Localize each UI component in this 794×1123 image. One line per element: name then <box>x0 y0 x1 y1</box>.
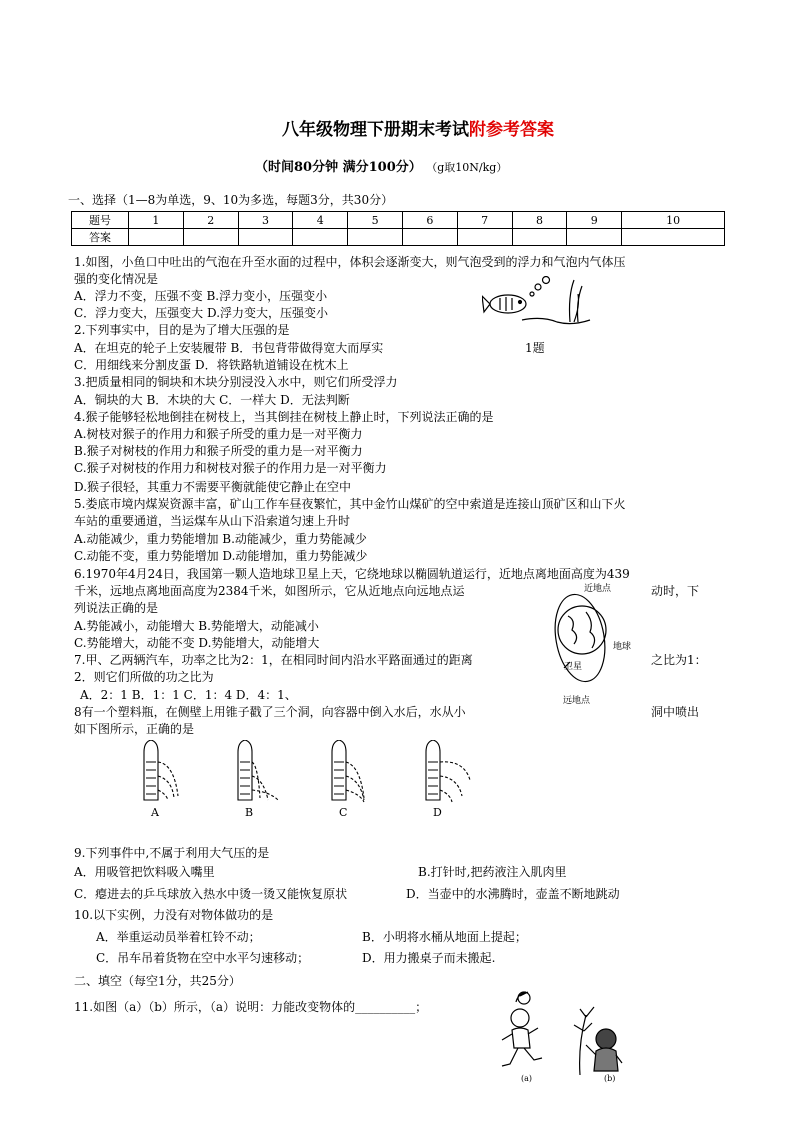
q8-line1: 8有一个塑料瓶，在侧壁上用锥子戳了三个洞，向容器中倒入水后，水从小 <box>74 705 466 719</box>
q4-option-c: C.猴子对树枝的作用力和树枝对猴子的作用力是一对平衡力 <box>74 461 387 475</box>
q7-options: A．2：1 B．1：1 C．1：4 D．4：1、 <box>80 688 297 702</box>
table-row <box>72 212 725 229</box>
q5-line2: 车站的重要通道，当运煤车从山下沿索道匀速上升时 <box>74 514 351 528</box>
q4-option-b: B.猴子对树枝的作用力和猴子所受的重力是一对平衡力 <box>74 444 363 458</box>
bottle-figure-a <box>138 740 198 806</box>
answer-cell[interactable] <box>512 229 567 246</box>
bottle-label-b: B <box>245 806 254 819</box>
table-cell: 4 <box>293 212 348 229</box>
q4-option-a: A.树枝对猴子的作用力和猴子所受的重力是一对平衡力 <box>74 427 363 441</box>
section1-heading: 一、选择（1—8为单选，9、10为多选，每题3分，共30分） <box>68 193 394 207</box>
q10-option-a: A．举重运动员举着杠铃不动； <box>96 930 261 944</box>
kid-b-caption: (b) <box>604 1074 616 1083</box>
answer-cell[interactable] <box>567 229 622 246</box>
answer-cell[interactable] <box>622 229 725 246</box>
q5-option-ab: A.动能减少，重力势能增加 B.动能减少，重力势能减少 <box>74 532 367 546</box>
answer-cell[interactable] <box>293 229 348 246</box>
q9-option-d: D．当壶中的水沸腾时，壶盖不断地跳动 <box>406 887 620 901</box>
bottle-label-a: A <box>151 806 159 819</box>
q2-option-cd: C．用细线来分割皮蛋 D．将铁路轨道铺设在枕木上 <box>74 358 349 372</box>
table-cell: 1 <box>129 212 184 229</box>
answer-cell[interactable] <box>129 229 184 246</box>
q7-line2: 2．则它们所做的功之比为 <box>74 670 214 684</box>
table-cell: 10 <box>622 212 725 229</box>
q2-option-ab: A．在坦克的轮子上安装履带 B．书包背带做得宽大而厚实 <box>74 341 384 355</box>
q7-line1-tail: 之比为1： <box>651 653 707 667</box>
table-cell: 2 <box>183 212 238 229</box>
table-cell: 7 <box>457 212 512 229</box>
satellite-orbit-figure <box>550 590 650 690</box>
q8-line1-tail: 洞中喷出 <box>651 705 700 719</box>
q10-stem: 10.以下实例，力没有对物体做功的是 <box>74 908 274 922</box>
fish-figure <box>482 276 592 336</box>
q10-option-c: C．吊车吊着货物在空中水平匀速移动； <box>96 951 310 965</box>
q6-line1: 6.1970年4月24日，我国第一颗人造地球卫星上天，它绕地球以椭圆轨道运行，近地点离地面高度为439 <box>74 567 630 581</box>
page-title <box>282 118 554 142</box>
q4-option-d: D.猴子很轻，其重力不需要平衡就能使它静止在空中 <box>74 480 352 494</box>
label-far-point: 远地点 <box>563 696 591 706</box>
q5-option-cd: C.动能不变，重力势能增加 D.动能增加，重力势能减少 <box>74 549 368 563</box>
fish-caption: 1题 <box>525 341 545 355</box>
table-row <box>72 229 725 246</box>
kid-bending-bamboo-figure <box>570 1005 630 1080</box>
label-near-point: 近地点 <box>584 584 612 594</box>
answer-cell[interactable] <box>348 229 403 246</box>
q1-line1: 1.如图，小鱼口中吐出的气泡在升至水面的过程中，体积会逐渐变大，则气泡受到的浮力和气泡内气体压 <box>74 255 626 269</box>
table-cell: 5 <box>348 212 403 229</box>
q1-line2: 强的变化情况是 <box>74 272 159 286</box>
label-satellite: 卫星 <box>564 662 583 672</box>
table-cell: 3 <box>238 212 293 229</box>
q9-option-a: A．用吸管把饮料吸入嘴里 <box>74 865 215 879</box>
row-header: 答案 <box>72 229 129 246</box>
table-cell: 6 <box>402 212 457 229</box>
label-earth: 地球 <box>613 642 632 652</box>
bottle-label-d: D <box>433 806 442 819</box>
q3-options: A．铜块的大 B．木块的大 C．一样大 D．无法判断 <box>74 393 350 407</box>
q6-option-cd: C.势能增大，动能不变 D.势能增大，动能增大 <box>74 636 320 650</box>
q6-line2-tail: 动时，下 <box>651 584 700 598</box>
answer-cell[interactable] <box>238 229 293 246</box>
bottle-figure-d <box>420 740 480 806</box>
q9-option-b: B.打针时,把药液注入肌肉里 <box>418 865 567 879</box>
answer-cell[interactable] <box>183 229 238 246</box>
answer-cell[interactable] <box>457 229 512 246</box>
q10-option-b: B．小明将水桶从地面上提起； <box>362 930 527 944</box>
q4-stem: 4.猴子能够轻松地倒挂在树枝上，当其倒挂在树枝上静止时，下列说法正确的是 <box>74 410 494 424</box>
answer-cell[interactable] <box>402 229 457 246</box>
section2-heading: 二、填空（每空1分，共25分） <box>74 974 241 988</box>
q3-stem: 3.把质量相同的铜块和木块分别浸没入水中，则它们所受浮力 <box>74 375 398 389</box>
q7-line1: 7.甲、乙两辆汽车，功率之比为2：1，在相同时间内沿水平路面通过的距离 <box>74 653 473 667</box>
q1-option-ab: A．浮力不变，压强不变 B.浮力变小，压强变小 <box>74 289 328 303</box>
kid-a-caption: (a) <box>521 1074 533 1083</box>
q8-line2: 如下图所示，正确的是 <box>74 722 195 736</box>
title-answer-note: 附参考答案 <box>469 120 554 140</box>
title-main: 八年级物理下册期末考试 <box>282 120 469 140</box>
q6-option-ab: A.势能减小，动能增大 B.势能增大，动能减小 <box>74 619 319 633</box>
table-cell: 8 <box>512 212 567 229</box>
q10-option-d: D．用力搬桌子而未搬起. <box>362 951 496 965</box>
row-header: 题号 <box>72 212 129 229</box>
answer-table <box>71 211 725 246</box>
q5-line1: 5.娄底市境内煤炭资源丰富，矿山工作车昼夜繁忙，其中金竹山煤矿的空中索道是连接山顶矿区和山下火 <box>74 497 626 511</box>
kid-kicking-ball-figure <box>494 990 564 1080</box>
exam-info <box>255 159 507 176</box>
bottle-figure-b <box>232 740 292 806</box>
bottle-figure-c <box>326 740 386 806</box>
q9-option-c: C．瘪进去的乒乓球放入热水中烫一烫又能恢复原状 <box>74 887 348 901</box>
q9-stem: 9.下列事件中,不属于利用大气压的是 <box>74 846 270 860</box>
time-score: （时间80分钟 满分100分） <box>255 160 422 175</box>
q2-stem: 2.下列事实中，目的是为了增大压强的是 <box>74 323 290 337</box>
bottle-label-c: C <box>339 806 348 819</box>
q6-line3: 列说法正确的是 <box>74 601 159 615</box>
gravity-note: （g取10N/kg） <box>431 161 508 174</box>
table-cell: 9 <box>567 212 622 229</box>
q1-option-cd: C．浮力变大，压强变大 D.浮力变大，压强变小 <box>74 306 329 320</box>
q6-line2: 千米，远地点离地面高度为2384千米，如图所示，它从近地点向远地点运 <box>74 584 465 598</box>
q11-stem: 11.如图（a）（b）所示，（a）说明：力能改变物体的__________； <box>74 1000 428 1014</box>
